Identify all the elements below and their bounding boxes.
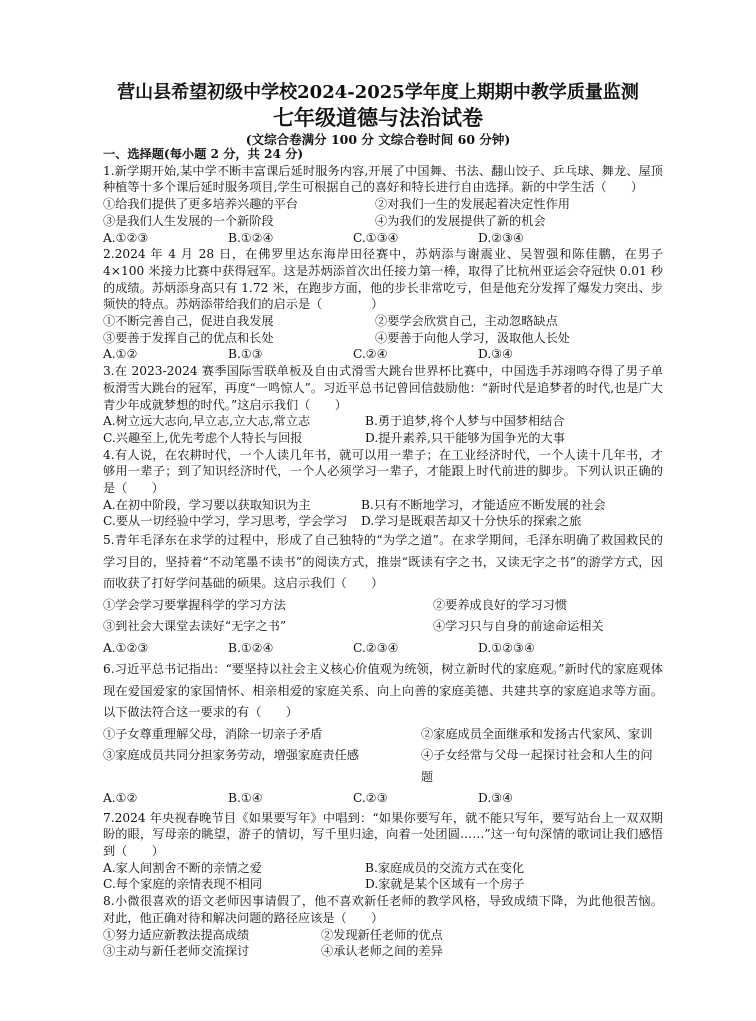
- question-stem: 1.新学期开始,某中学不断丰富课后延时服务内容,开展了中国舞、书法、翻山饺子、乒乓球、舞龙、屋顶种植等十多个课后延时服务项目,学生可根据自己的喜好和特长进行自由选择。新的中学生活（ ）: [103, 163, 663, 195]
- exam-info: (文综合卷满分 100 分 文综合卷时间 60 分钟): [245, 132, 511, 147]
- statement-item: ③家庭成员共同分担家务劳动，增强家庭责任感: [103, 748, 359, 763]
- question-2: [103, 246, 663, 363]
- school-title: 营山县希望初级中学校2024-2025学年度上期期中教学质量监测: [117, 82, 639, 103]
- choice-c: C.①③④: [353, 230, 399, 245]
- choice-b: B.勇于追梦,将个人梦与中国梦相结合: [365, 414, 565, 429]
- question-7: [103, 810, 663, 894]
- choice-b: B.①②④: [228, 640, 274, 655]
- statement-item: ②发现新任老师的优点: [321, 927, 443, 942]
- choice-b: B.①②④: [228, 230, 274, 245]
- choice-d: D.②③④: [478, 230, 524, 245]
- statement-item: ④为我们的发展提供了新的机会: [375, 213, 546, 228]
- choice-d: D.学习是既艰苦却又十分快乐的探索之旅: [361, 514, 582, 529]
- choice-b: B.①④: [228, 791, 263, 806]
- statement-item: ②对我们一生的发展起着决定性作用: [375, 197, 570, 212]
- section-title: 一、选择题(每小题 2 分，共 24 分): [103, 147, 304, 161]
- question-1: [103, 163, 663, 247]
- statement-item: ④学习只与自身的前途命运相关: [433, 619, 604, 634]
- choice-d: D.家就是某个区域有一个房子: [365, 877, 525, 892]
- statement-item: ④承认老师之间的差异: [321, 944, 443, 959]
- question-6: [103, 659, 663, 810]
- choice-c: C.每个家庭的亲情表现不相同: [103, 877, 263, 892]
- statement-item: ③是我们人生发展的一个新阶段: [103, 213, 274, 228]
- question-stem: 6.习近平总书记指出：“要坚持以社会主义核心价值观为统领，树立新时代的家庭观。”新时代的家庭观体现在爱国爱家的家国情怀、相亲相爱的家庭关系、向上向善的家庭美德、共建共享的家庭追求等方面。以下做法符合这一要求的有（ ）: [103, 662, 663, 720]
- choice-a: A.①②: [103, 347, 138, 362]
- choice-d: D.③④: [478, 791, 514, 806]
- choice-a: A.①②③: [103, 640, 149, 655]
- statement-item: ①子女尊重理解父母，消除一切亲子矛盾: [103, 726, 323, 741]
- question-stem: 4.有人说，在农耕时代，一个人读几年书，就可以用一辈子；在工业经济时代，一个人读十几年书，才够用一辈子；到了知识经济时代，一个人必须学习一辈子，才能跟上时代前进的脚步。下列认识正确的是（ ）: [103, 447, 663, 496]
- statement-item: ③主动与新任老师交流探讨: [103, 944, 250, 959]
- choice-c: C.要从一切经验中学习，学习思考，学会学习: [103, 514, 348, 529]
- statement-item: ②家庭成员全面继承和发扬古代家风、家训: [421, 726, 653, 741]
- statement-item: ④子女经常与父母一起探讨社会和人生的问题: [421, 748, 653, 784]
- choice-d: D.③④: [478, 347, 514, 362]
- choice-c: C.②③: [353, 791, 388, 806]
- question-stem: 3.在 2023-2024 赛季国际雪联单板及自由式滑雪大跳台世界杯比赛中，中国选手苏翊鸣夺得了男子单板滑雪大跳台的冠军，再度“一鸣惊人”。习近平总书记曾回信鼓励他：“新时代是追梦者的时代,也是广大青少年成就梦想的时代。”这启示我们（ ）: [103, 364, 663, 412]
- statement-item: ①不断完善自己，促进自我发展: [103, 314, 274, 329]
- choice-c: C.②③④: [353, 640, 399, 655]
- statement-item: ④要善于向他人学习，汲取他人长处: [375, 330, 570, 345]
- statement-item: ②要养成良好的学习习惯: [433, 597, 568, 612]
- choice-c: C.兴趣至上,优先考虑个人特长与回报: [103, 430, 303, 445]
- choice-b: B.①③: [228, 347, 263, 362]
- statement-item: ①给我们提供了更多培养兴趣的平台: [103, 197, 298, 212]
- question-3: [103, 363, 663, 447]
- choice-b: B.家庭成员的交流方式在变化: [365, 860, 525, 875]
- choice-a: A.树立远大志向,早立志,立大志,常立志: [103, 414, 311, 429]
- question-stem: 7.2024 年央视春晚节目《如果要写年》中唱到：“如果你要写年，就不能只写年，要写站台上一双双期盼的眼，写母亲的眺望，游子的情切，写千里归途，向着一处团圆……”这一句句深情的歌词让我们感悟到（ ）: [103, 810, 663, 859]
- question-4: [103, 447, 663, 531]
- question-8: [103, 893, 663, 960]
- choice-d: D.提升素养,只干能够为国争光的大事: [365, 430, 565, 445]
- choice-a: A.家人间割舍不断的亲情之爱: [103, 860, 262, 875]
- statement-item: ③要善于发挥自己的优点和长处: [103, 330, 274, 345]
- question-stem: 5.青年毛泽东在求学的过程中，形成了自己独特的“为学之道”。在求学期间，毛泽东明确了救国救民的学习目的，坚持着“不动笔墨不读书”的阅读方式，推崇“既读有字之书，又读无字之书”的游学方式，因而收获了打好学问基础的硕果。这启示我们（ ）: [103, 533, 663, 591]
- exam-title: 七年级道德与法治试卷: [273, 105, 483, 130]
- exam-body: [103, 146, 663, 960]
- choice-a: A.在初中阶段，学习要以获取知识为主: [103, 497, 311, 512]
- question-stem: 8.小微很喜欢的语文老师因事请假了，他不喜欢新任老师的教学风格，导致成绩下降，为此他很苦恼。对此，他正确对待和解决问题的路径应该是（ ）: [103, 894, 663, 925]
- statement-item: ②要学会欣赏自己，主动忽略缺点: [375, 314, 558, 329]
- statement-item: ①努力适应新教法提高成绩: [103, 927, 250, 942]
- question-5: [103, 530, 663, 659]
- statement-item: ①学会学习要掌握科学的学习方法: [103, 597, 286, 612]
- statement-item: ③到社会大课堂去读好“无字之书”: [103, 619, 287, 634]
- choice-d: D.①②③④: [478, 640, 535, 655]
- question-stem: 2.2024 年 4 月 28 日，在佛罗里达东海岸田径赛中，苏炳添与谢震业、吴智强和陈佳鹏，在男子 4×100 米接力比赛中获得冠军。这是苏炳添首次出任接力第一棒，取得了比杭州亚运会夺冠快 0.01 秒的成绩。苏炳添身高只有 1.72 米，在跑步方面，他的步长非常吃亏，但是他充分发挥了爆发力突出、步频快的特点。苏炳添带给我们的启示是（ ）: [103, 247, 663, 312]
- choice-a: A.①②③: [103, 230, 149, 245]
- choice-a: A.①②: [103, 791, 138, 806]
- choice-c: C.②④: [353, 347, 388, 362]
- choice-b: B.只有不断地学习，才能适应不断发展的社会: [361, 497, 606, 512]
